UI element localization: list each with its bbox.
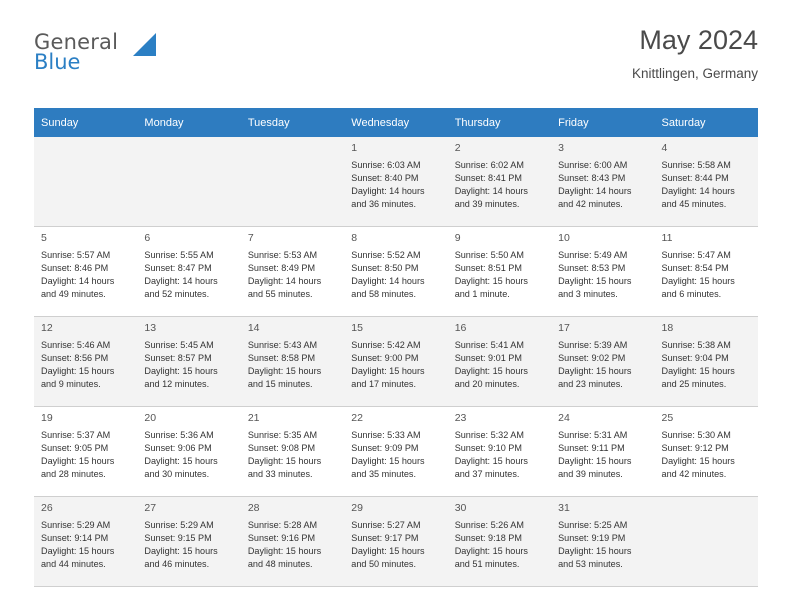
day-number: 16 [454, 322, 467, 334]
calendar-week-row [34, 407, 758, 497]
day-number: 22 [351, 412, 363, 424]
day-info-line: Daylight: 15 hours [144, 365, 218, 376]
day-number: 31 [558, 502, 570, 514]
day-number: 26 [41, 502, 53, 514]
day-info-line: Sunrise: 5:45 AM [144, 339, 214, 350]
day-info-line: Daylight: 14 hours [41, 275, 115, 286]
calendar-body [34, 137, 758, 587]
calendar-day-cell[interactable] [551, 407, 654, 497]
day-info-line: Daylight: 15 hours [558, 365, 632, 376]
day-info-line: Sunrise: 5:47 AM [661, 249, 731, 260]
day-info-line: Sunrise: 6:03 AM [351, 159, 421, 170]
day-info-line: Daylight: 15 hours [454, 275, 528, 286]
calendar-day-cell[interactable] [241, 407, 344, 497]
day-info-line: and 17 minutes. [351, 378, 416, 389]
day-info-line: Sunset: 8:47 PM [144, 262, 212, 273]
triangle-logo-cutout-icon [133, 33, 144, 44]
day-info-line: Sunrise: 5:27 AM [351, 519, 421, 530]
day-info-line: Daylight: 14 hours [144, 275, 218, 286]
day-number: 25 [661, 412, 674, 424]
calendar-day-cell[interactable] [655, 407, 758, 497]
day-number: 23 [454, 412, 467, 424]
day-info-line: Sunrise: 5:58 AM [661, 159, 731, 170]
day-info-line: Sunrise: 5:46 AM [41, 339, 111, 350]
day-info-line: Sunrise: 5:41 AM [454, 339, 524, 350]
day-info-line: and 1 minute. [454, 288, 510, 299]
day-number: 19 [41, 412, 53, 424]
calendar-day-cell[interactable] [448, 137, 551, 227]
day-info-line: and 28 minutes. [41, 468, 106, 479]
day-info-line: and 25 minutes. [661, 378, 727, 389]
calendar-week-row [34, 497, 758, 587]
day-info-line: Daylight: 15 hours [558, 275, 632, 286]
calendar-day-cell[interactable] [344, 317, 447, 407]
day-info-line: and 52 minutes. [144, 288, 210, 299]
day-info-line: and 9 minutes. [41, 378, 101, 389]
day-info-line: Sunrise: 6:00 AM [558, 159, 628, 170]
calendar-day-cell[interactable] [344, 227, 447, 317]
day-number: 9 [454, 232, 461, 244]
day-info-line: Daylight: 15 hours [351, 365, 425, 376]
day-info-line: and 53 minutes. [558, 558, 623, 569]
day-info-line: Sunrise: 5:38 AM [661, 339, 731, 350]
day-info-line: Sunrise: 5:43 AM [247, 339, 318, 350]
day-info-line: Daylight: 15 hours [41, 545, 115, 556]
day-info-line: Sunrise: 5:28 AM [247, 519, 318, 530]
calendar-day-cell[interactable] [241, 227, 344, 317]
day-info-line: Daylight: 15 hours [41, 365, 115, 376]
day-info-line: Sunset: 9:12 PM [661, 442, 729, 453]
day-info-line: Sunrise: 5:52 AM [351, 249, 421, 260]
day-info-line: and 58 minutes. [351, 288, 416, 299]
calendar-empty-cell [655, 497, 758, 587]
day-number: 4 [661, 142, 668, 154]
calendar-day-cell[interactable] [551, 497, 654, 587]
day-number: 29 [351, 502, 363, 514]
day-info-line: Sunrise: 5:36 AM [144, 429, 214, 440]
day-info-line: Sunset: 8:49 PM [247, 262, 316, 273]
day-number: 24 [558, 412, 570, 424]
calendar-empty-cell [34, 137, 137, 227]
calendar-day-cell[interactable] [241, 317, 344, 407]
day-info-line: Sunset: 9:05 PM [41, 442, 109, 453]
day-info-line: Sunrise: 5:53 AM [247, 249, 318, 260]
day-number: 21 [247, 412, 260, 424]
calendar-day-cell[interactable] [448, 407, 551, 497]
day-info-line: Sunset: 8:43 PM [558, 172, 626, 183]
day-info-line: Sunrise: 5:39 AM [558, 339, 628, 350]
weekday-header-saturday: Saturday [655, 108, 758, 137]
day-info-line: Sunset: 9:11 PM [558, 442, 625, 453]
day-info-line: Sunset: 8:40 PM [351, 172, 419, 183]
day-info-line: and 46 minutes. [144, 558, 210, 569]
day-number: 2 [454, 142, 461, 154]
day-number: 11 [661, 232, 673, 244]
day-info-line: Sunrise: 5:33 AM [351, 429, 421, 440]
day-info-line: Sunset: 8:44 PM [661, 172, 729, 183]
day-info-line: and 20 minutes. [454, 378, 520, 389]
day-info-line: Sunset: 9:18 PM [454, 532, 522, 543]
day-info-line: Sunset: 8:58 PM [247, 352, 316, 363]
day-info-line: Sunrise: 6:02 AM [454, 159, 524, 170]
day-info-line: and 51 minutes. [454, 558, 520, 569]
calendar-day-cell[interactable] [344, 497, 447, 587]
day-info-line: Sunset: 9:14 PM [41, 532, 109, 543]
day-info-line: Daylight: 15 hours [144, 455, 218, 466]
day-info-line: Sunrise: 5:42 AM [351, 339, 421, 350]
day-number: 7 [247, 232, 254, 244]
day-number: 14 [247, 322, 260, 334]
day-info-line: Sunset: 9:00 PM [351, 352, 419, 363]
day-info-line: and 6 minutes. [661, 288, 722, 299]
day-info-line: Daylight: 15 hours [661, 455, 735, 466]
calendar-day-cell[interactable] [551, 227, 654, 317]
weekday-header-monday: Monday [137, 108, 240, 137]
day-info-line: and 35 minutes. [351, 468, 416, 479]
page-header [34, 26, 758, 94]
day-info-line: Sunset: 8:56 PM [41, 352, 109, 363]
day-info-line: Sunset: 9:01 PM [454, 352, 522, 363]
day-number: 17 [558, 322, 570, 334]
day-info-line: Daylight: 15 hours [454, 365, 528, 376]
calendar-day-cell[interactable] [34, 497, 137, 587]
day-info-line: Daylight: 14 hours [661, 185, 735, 196]
calendar-day-cell[interactable] [344, 137, 447, 227]
logo-text-blue: Blue [34, 50, 81, 74]
day-info-line: Sunrise: 5:29 AM [144, 519, 214, 530]
day-info-line: Sunrise: 5:32 AM [454, 429, 524, 440]
day-info-line: Daylight: 15 hours [247, 455, 322, 466]
day-info-line: and 33 minutes. [247, 468, 313, 479]
day-info-line: Daylight: 15 hours [454, 545, 528, 556]
day-number: 15 [351, 322, 363, 334]
day-info-line: Sunset: 8:57 PM [144, 352, 212, 363]
day-number: 5 [41, 232, 47, 244]
logo-text-general: General [34, 30, 119, 54]
day-info-line: and 36 minutes. [351, 198, 416, 209]
day-number: 1 [351, 142, 358, 154]
day-info-line: Daylight: 15 hours [144, 545, 218, 556]
weekday-header-thursday: Thursday [448, 108, 551, 137]
day-info-line: and 45 minutes. [661, 198, 727, 209]
day-info-line: Sunrise: 5:35 AM [247, 429, 318, 440]
day-number: 28 [247, 502, 260, 514]
day-info-line: and 42 minutes. [661, 468, 727, 479]
day-info-line: Daylight: 14 hours [247, 275, 322, 286]
weekday-header-tuesday: Tuesday [241, 108, 344, 137]
day-info-line: Sunset: 9:16 PM [247, 532, 316, 543]
day-info-line: Sunset: 8:46 PM [41, 262, 109, 273]
day-info-line: and 23 minutes. [558, 378, 623, 389]
day-info-line: Daylight: 15 hours [454, 455, 528, 466]
day-info-line: Sunrise: 5:30 AM [661, 429, 731, 440]
day-number: 30 [454, 502, 467, 514]
day-info-line: Daylight: 14 hours [454, 185, 528, 196]
day-info-line: Daylight: 14 hours [351, 275, 425, 286]
day-info-line: Sunset: 9:10 PM [454, 442, 522, 453]
day-info-line: and 44 minutes. [41, 558, 106, 569]
weekday-header-friday: Friday [551, 108, 654, 137]
day-info-line: Sunset: 8:50 PM [351, 262, 419, 273]
day-info-line: Daylight: 15 hours [661, 365, 735, 376]
day-info-line: and 30 minutes. [144, 468, 210, 479]
calendar-day-cell[interactable] [448, 317, 551, 407]
day-info-line: and 42 minutes. [558, 198, 623, 209]
title-block [632, 26, 758, 81]
day-info-line: and 39 minutes. [454, 198, 520, 209]
day-info-line: Sunset: 9:02 PM [558, 352, 626, 363]
calendar-day-cell[interactable] [34, 227, 137, 317]
day-info-line: and 3 minutes. [558, 288, 618, 299]
day-info-line: Sunset: 9:15 PM [144, 532, 212, 543]
day-info-line: Daylight: 15 hours [558, 545, 632, 556]
weekday-header-sunday: Sunday [34, 108, 137, 137]
day-number: 18 [661, 322, 674, 334]
calendar-day-cell[interactable] [655, 227, 758, 317]
day-info-line: Daylight: 14 hours [351, 185, 425, 196]
day-number: 3 [558, 142, 564, 154]
day-number: 12 [41, 322, 53, 334]
day-info-line: Sunrise: 5:26 AM [454, 519, 524, 530]
day-number: 6 [144, 232, 151, 244]
day-info-line: and 49 minutes. [41, 288, 106, 299]
day-number: 8 [351, 232, 358, 244]
logo [34, 26, 194, 74]
day-info-line: Sunset: 8:54 PM [661, 262, 729, 273]
weekday-header-row [34, 108, 758, 137]
day-info-line: Daylight: 14 hours [558, 185, 632, 196]
day-info-line: Sunrise: 5:55 AM [144, 249, 214, 260]
day-info-line: and 15 minutes. [247, 378, 313, 389]
day-info-line: Daylight: 15 hours [558, 455, 632, 466]
day-info-line: Sunset: 9:17 PM [351, 532, 419, 543]
day-info-line: Daylight: 15 hours [247, 365, 322, 376]
calendar-day-cell[interactable] [137, 407, 240, 497]
day-number: 20 [144, 412, 157, 424]
day-info-line: Sunset: 8:41 PM [454, 172, 522, 183]
day-info-line: Sunrise: 5:29 AM [41, 519, 111, 530]
day-number: 13 [144, 322, 157, 334]
calendar-table [34, 108, 758, 587]
day-info-line: Sunset: 8:53 PM [558, 262, 626, 273]
day-info-line: Sunset: 9:08 PM [247, 442, 316, 453]
day-info-line: and 55 minutes. [247, 288, 313, 299]
day-info-line: Daylight: 15 hours [351, 545, 425, 556]
calendar-day-cell[interactable] [241, 497, 344, 587]
day-info-line: Sunset: 8:51 PM [454, 262, 522, 273]
calendar-day-cell[interactable] [448, 497, 551, 587]
day-info-line: Daylight: 15 hours [41, 455, 115, 466]
calendar-week-row [34, 317, 758, 407]
day-info-line: and 12 minutes. [144, 378, 210, 389]
day-number: 27 [144, 502, 157, 514]
day-info-line: Sunset: 9:09 PM [351, 442, 419, 453]
calendar-week-row [34, 137, 758, 227]
calendar-day-cell[interactable] [655, 137, 758, 227]
calendar-empty-cell [137, 137, 240, 227]
location-subtitle: Knittlingen, Germany [631, 65, 758, 81]
calendar-week-row [34, 227, 758, 317]
day-info-line: Sunset: 9:04 PM [661, 352, 729, 363]
calendar-day-cell[interactable] [137, 497, 240, 587]
day-number: 10 [558, 232, 570, 244]
calendar-day-cell[interactable] [34, 407, 137, 497]
day-info-line: Sunrise: 5:50 AM [454, 249, 524, 260]
calendar-day-cell[interactable] [137, 227, 240, 317]
calendar-day-cell[interactable] [448, 227, 551, 317]
day-info-line: and 48 minutes. [247, 558, 313, 569]
weekday-header-wednesday: Wednesday [344, 108, 447, 137]
day-info-line: Sunset: 9:06 PM [144, 442, 212, 453]
day-info-line: Daylight: 15 hours [247, 545, 322, 556]
day-info-line: Sunrise: 5:57 AM [41, 249, 111, 260]
calendar-day-cell[interactable] [551, 137, 654, 227]
day-info-line: and 39 minutes. [558, 468, 623, 479]
calendar-day-cell[interactable] [655, 317, 758, 407]
day-info-line: Sunrise: 5:37 AM [41, 429, 111, 440]
day-info-line: and 37 minutes. [454, 468, 520, 479]
day-info-line: Sunrise: 5:49 AM [558, 249, 628, 260]
day-info-line: Sunset: 9:19 PM [558, 532, 626, 543]
day-info-line: Daylight: 15 hours [351, 455, 425, 466]
calendar-day-cell[interactable] [344, 407, 447, 497]
day-info-line: Sunrise: 5:25 AM [558, 519, 628, 530]
calendar-day-cell[interactable] [551, 317, 654, 407]
day-info-line: Daylight: 15 hours [661, 275, 735, 286]
page-title: May 2024 [639, 25, 758, 55]
calendar-empty-cell [241, 137, 344, 227]
day-info-line: and 50 minutes. [351, 558, 416, 569]
day-info-line: Sunrise: 5:31 AM [558, 429, 628, 440]
calendar-day-cell[interactable] [137, 317, 240, 407]
calendar-day-cell[interactable] [34, 317, 137, 407]
